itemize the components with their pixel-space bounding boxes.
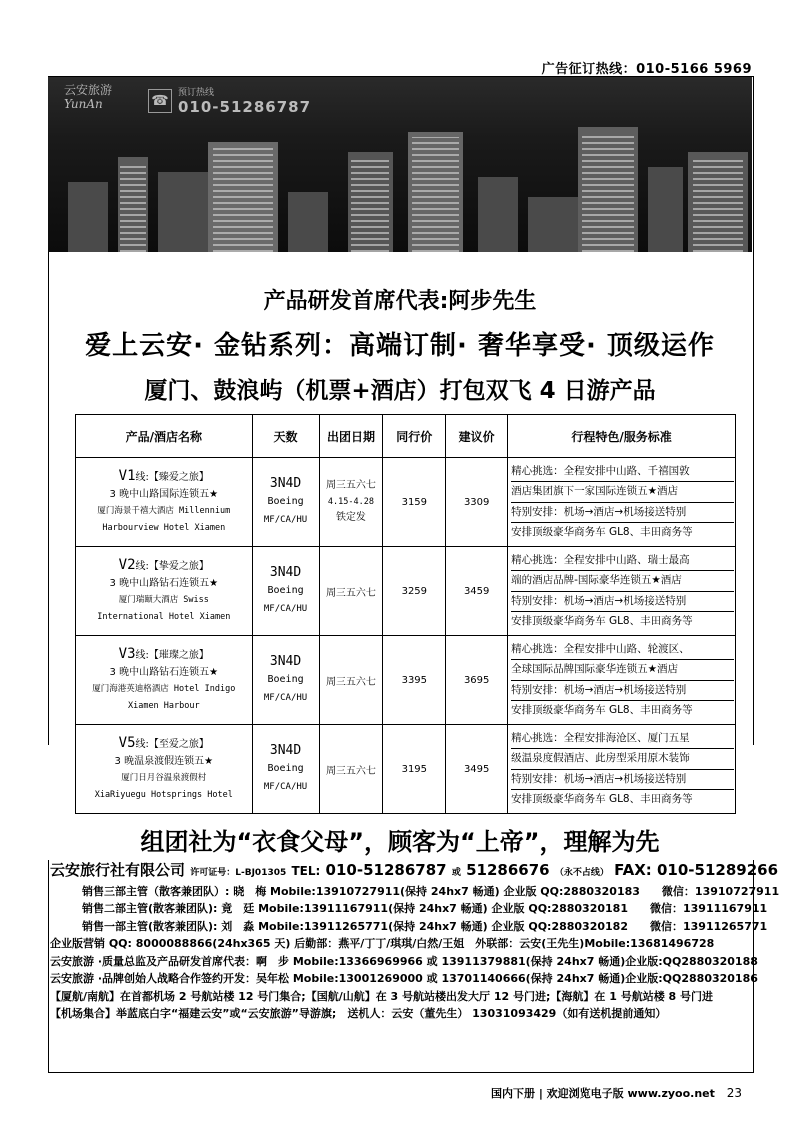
suggest-price: 3495 [446,725,508,814]
features-cell: 精心挑选：全程安排中山路、轮渡区、 全球国际品牌国际豪华连锁五★酒店 特别安排：机场→酒店→机场接送特别 安排顶级豪华商务车 GL8、丰田商务等 [508,636,736,725]
headline-representative: 产品研发首席代表:阿步先生 [263,289,537,314]
contact-line: 云安旅游 ·质量总监及产品研发首席代表：啊 步 Mobile:13366969966 或 13911379881(保持 24hx7 畅通)企业版:QQ2880320188 [50,954,758,968]
days-cell: 3N4D Boeing MF/CA/HU [252,725,319,814]
suggest-price: 3459 [446,547,508,636]
col-header: 行程特色/服务标准 [508,415,736,458]
suggest-price: 3309 [446,458,508,547]
product-cell: V1线:【臻爱之旅】 3 晚中山路国际连锁五★ 厦门海景千禧大酒店 Millennium Harbourview Hotel Xiamen [76,458,253,547]
slogan: 组团社为“衣食父母”，顾客为“上帝”，理解为先 [140,828,660,856]
contact-line: 销售二部主管(散客兼团队): 竟 廷 Mobile:13911167911(保持 24hx7 畅通) 企业版 QQ:2880320181 微信：13911167911 [82,902,768,915]
features-cell: 精心挑选：全程安排中山路、千禧国敦 酒店集团旗下一家国际连锁五★酒店 特别安排：机场→酒店→机场接送特别 安排顶级豪华商务车 GL8、丰田商务等 [508,458,736,547]
table-row [76,547,736,636]
table-row [76,725,736,814]
contact-line: 销售三部主管（散客兼团队）: 晓 梅 Mobile:13910727911(保持 24hx7 畅通) 企业版 QQ:2880320183 微信：13910727911 [82,884,780,898]
col-header: 建议价 [446,415,508,458]
date-cell: 周三五六七 [319,636,383,725]
features-cell: 精心挑选：全程安排海沧区、厦门五星 级温泉度假酒店、此房型采用原木装饰 特别安排：机场→酒店→机场接送特别 安排顶级豪华商务车 GL8、丰田商务等 [508,725,736,814]
page-footer [491,1085,742,1101]
contact-line: 云安旅游 ·品牌创始人战略合作签约开发：吴年松 Mobile:13001269000 或 13701140666(保持 24hx7 畅通)企业版:QQ2880320186 [50,972,758,985]
peer-price: 3195 [383,725,446,814]
peer-price: 3259 [383,547,446,636]
col-header: 出团日期 [319,415,383,458]
contact-line: 【厦航/南航】在首都机场 2 号航站楼 12 号门集合;【国航/山航】在 3 号航站楼出发大厅 12 号门进;【海航】在 1 号航站楼 8 号门进 [50,989,714,1003]
table-row [76,458,736,547]
date-cell: 周三五六七 [319,725,383,814]
features-cell: 精心挑选：全程安排中山路、瑞士最高 端的酒店品牌-国际豪华连锁五★酒店 特别安排：机场→酒店→机场接送特别 安排顶级豪华商务车 GL8、丰田商务等 [508,547,736,636]
days-cell: 3N4D Boeing MF/CA/HU [252,547,319,636]
date-cell: 周三五六七 [319,547,383,636]
suggest-price: 3695 [446,636,508,725]
contact-line: 企业版营销 QQ: 8000088866(24hx365 天) 后勤部：燕平/丁丁/琪琪/白然/王姐 外联部：云安(王先生)Mobile:13681496728 [50,937,715,950]
date-cell: 周三五六七 4.15-4.28 铁定发 [319,458,383,547]
banner-tel: 预订热线 010-51286787 [178,88,312,116]
company-line: 云安旅行社有限公司 许可证号：L-BJ01305 TEL: 010-51286787 或 51286676 （永不占线） FAX: 010-51289266 [50,861,779,879]
ad-hotline: 广告征订热线：010-5166 5969 [541,62,752,77]
contact-line: 【机场集合】举蓝底白字“福建云安”或“云安旅游”导游旗; 送机人：云安（董先生） 13031093429（如有送机提前通知） [50,1007,667,1020]
product-cell: V2线:【挚爱之旅】 3 晚中山路钻石连锁五★ 厦门瑞颐大酒店 Swiss International Hotel Xiamen [76,547,253,636]
page-number: 23 [726,1086,742,1100]
product-table [75,414,736,814]
contact-line: 销售一部主管(散客兼团队): 刘 淼 Mobile:13911265771(保持 24hx7 畅通) 企业版 QQ:2880320182 微信：13911265771 [82,919,768,933]
footer-text: 国内下册 | 欢迎浏览电子版 www.zyoo.net [490,1087,715,1100]
table-row [76,636,736,725]
contact-block [50,861,780,1023]
col-header: 同行价 [383,415,446,458]
phone-icon: ☎ [148,89,172,113]
peer-price: 3395 [383,636,446,725]
days-cell: 3N4D Boeing MF/CA/HU [252,458,319,547]
city-night-banner [48,77,752,252]
peer-price: 3159 [383,458,446,547]
product-cell: V3线:【璀璨之旅】 3 晚中山路钻石连锁五★ 厦门海港英迪格酒店 Hotel Indigo Xiamen Harbour [76,636,253,725]
days-cell: 3N4D Boeing MF/CA/HU [252,636,319,725]
brand-logo: 云安旅游 YunAn [64,83,113,111]
table-header-row [76,415,736,458]
product-cell: V5线:【至爱之旅】 3 晚温泉渡假连锁五★ 厦门日月谷温泉渡假村 XiaRiyuegu Hotsprings Hotel [76,725,253,814]
col-header: 产品/酒店名称 [76,415,253,458]
col-header: 天数 [252,415,319,458]
headline-product: 厦门、鼓浪屿（机票+酒店）打包双飞 4 日游产品 [144,378,656,404]
headline-series: 爱上云安· 金钻系列：高端订制· 奢华享受· 顶级运作 [85,331,715,361]
